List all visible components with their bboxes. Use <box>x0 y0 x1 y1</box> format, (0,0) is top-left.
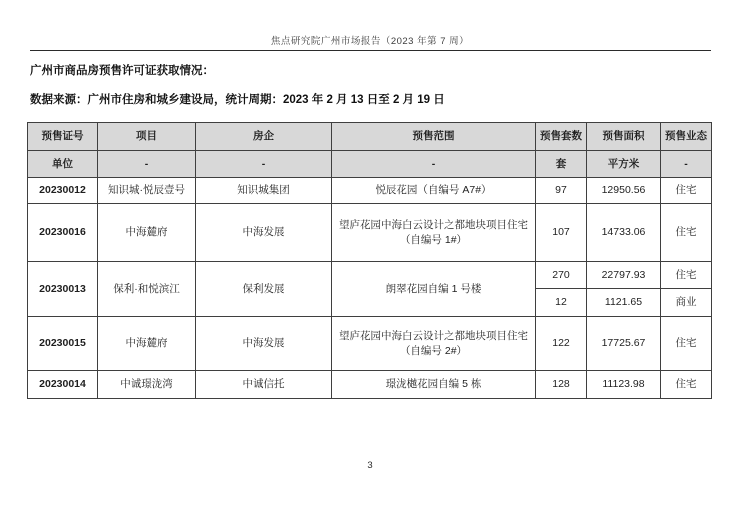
table-row <box>28 204 712 262</box>
cell-developer: 中海发展 <box>196 204 332 262</box>
cell-area: 12950.56 <box>587 178 661 204</box>
table-row <box>28 371 712 399</box>
cell-scope: 望庐花园中海白云设计之都地块项目住宅（自编号 2#） <box>332 317 536 371</box>
cell-developer: 中海发展 <box>196 317 332 371</box>
cell-area: 11123.98 <box>587 371 661 399</box>
cell-cert: 20230012 <box>28 178 98 204</box>
cell-developer: 知识城集团 <box>196 178 332 204</box>
cell-units: 107 <box>536 204 587 262</box>
header-cell-units: 预售套数 <box>536 123 587 151</box>
cell-cert: 20230015 <box>28 317 98 371</box>
cell-project: 保利·和悦滨江 <box>98 262 196 317</box>
table-header-row <box>28 123 712 151</box>
header-divider <box>30 50 711 51</box>
table-row <box>28 178 712 204</box>
cell-area: 1121.65 <box>587 289 661 317</box>
cell-area: 17725.67 <box>587 317 661 371</box>
page-number: 3 <box>367 460 373 471</box>
cell-units: 122 <box>536 317 587 371</box>
unit-cell-developer: - <box>196 151 332 178</box>
cell-type: 住宅 <box>661 262 712 289</box>
cell-type: 住宅 <box>661 371 712 399</box>
cell-area: 22797.93 <box>587 262 661 289</box>
cell-project: 中诚璟泷湾 <box>98 371 196 399</box>
header-cell-developer: 房企 <box>196 123 332 151</box>
cell-project: 中海麓府 <box>98 204 196 262</box>
cell-project: 知识城·悦辰壹号 <box>98 178 196 204</box>
cell-developer: 保利发展 <box>196 262 332 317</box>
data-source-line: 数据来源：广州市住房和城乡建设局，统计周期：2023 年 2 月 13 日至 2 月 19 日 <box>30 94 445 106</box>
cell-type: 住宅 <box>661 204 712 262</box>
presale-permit-table <box>27 122 712 399</box>
section-title: 广州市商品房预售许可证获取情况： <box>30 65 214 77</box>
cell-scope: 朗翠花园自编 1 号楼 <box>332 262 536 317</box>
cell-units: 97 <box>536 178 587 204</box>
cell-units: 128 <box>536 371 587 399</box>
cell-cert: 20230013 <box>28 262 98 317</box>
header-cell-type: 预售业态 <box>661 123 712 151</box>
report-header-title: 焦点研究院广州市场报告（2023 年第 7 周） <box>270 36 470 47</box>
cell-developer: 中诚信托 <box>196 371 332 399</box>
cell-scope: 悦辰花园（自编号 A7#） <box>332 178 536 204</box>
cell-units: 12 <box>536 289 587 317</box>
cell-type: 住宅 <box>661 178 712 204</box>
table-unit-row <box>28 151 712 178</box>
header-cell-project: 项目 <box>98 123 196 151</box>
header-cell-cert: 预售证号 <box>28 123 98 151</box>
unit-cell-area: 平方米 <box>587 151 661 178</box>
unit-cell-scope: - <box>332 151 536 178</box>
cell-scope: 望庐花园中海白云设计之都地块项目住宅（自编号 1#） <box>332 204 536 262</box>
cell-units: 270 <box>536 262 587 289</box>
table-row <box>28 317 712 371</box>
cell-type: 商业 <box>661 289 712 317</box>
cell-project: 中海麓府 <box>98 317 196 371</box>
cell-area: 14733.06 <box>587 204 661 262</box>
unit-cell-type: - <box>661 151 712 178</box>
cell-type: 住宅 <box>661 317 712 371</box>
cell-scope: 璟泷樾花园自编 5 栋 <box>332 371 536 399</box>
header-cell-scope: 预售范围 <box>332 123 536 151</box>
unit-cell-units: 套 <box>536 151 587 178</box>
header-cell-area: 预售面积 <box>587 123 661 151</box>
table-row <box>28 262 712 289</box>
unit-cell-label: 单位 <box>28 151 98 178</box>
cell-cert: 20230016 <box>28 204 98 262</box>
unit-cell-project: - <box>98 151 196 178</box>
cell-cert: 20230014 <box>28 371 98 399</box>
